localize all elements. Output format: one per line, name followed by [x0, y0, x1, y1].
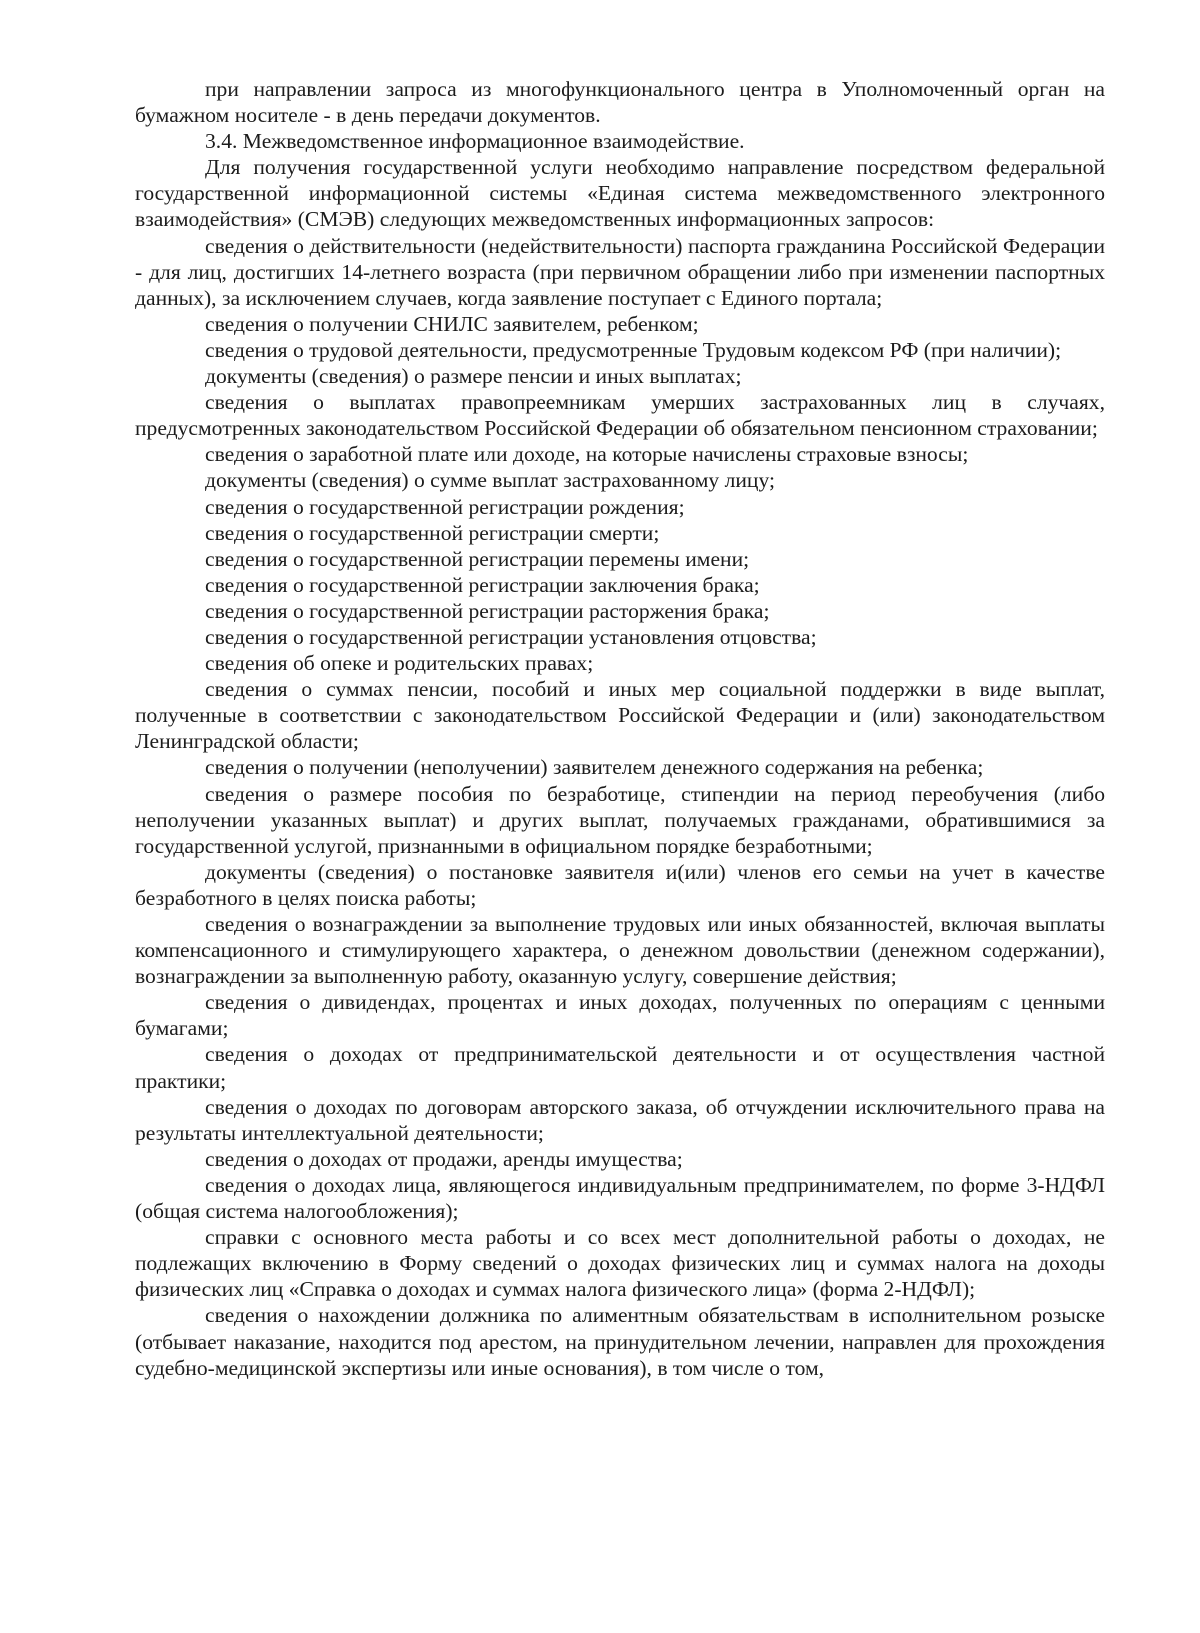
list-item: сведения о государственной регистрации установления отцовства;	[205, 624, 817, 649]
list-item: документы (сведения) о размере пенсии и иных выплатах;	[205, 364, 742, 389]
list-item: сведения о государственной регистрации расторжения брака;	[205, 598, 770, 623]
paragraph: при направлении запроса из многофункционального центра в Уполномоченный орган на бумажном носителе - в день передачи документов.	[135, 77, 1105, 128]
list-item: документы (сведения) о сумме выплат застрахованному лицу;	[205, 468, 775, 493]
list-item: сведения о суммах пенсии, пособий и иных мер социальной поддержки в виде выплат, полученные в соответствии с законодательством Российской Федерации и (или) законодательством Ленинградской области;	[135, 677, 1105, 754]
list-item: справки с основного места работы и со всех мест дополнительной работы о доходах, не подлежащих включению в Форму сведений о доходах физических лиц и суммах налога на доходы физических лиц «Справка о доходах и суммах налога физического лица» (форма 2-НДФЛ);	[135, 1225, 1105, 1302]
list-item: сведения об опеке и родительских правах;	[205, 651, 594, 676]
list-item: сведения о заработной плате или доходе, на которые начислены страховые взносы;	[205, 442, 969, 467]
list-item: сведения о доходах от продажи, аренды имущества;	[205, 1146, 683, 1171]
list-item: сведения о действительности (недействительности) паспорта гражданина Российской Федерации - для лиц, достигших 14-летнего возраста (при первичном обращении либо при изменении паспортных данных), за исключением случаев, когда заявление поступает с Единого портала;	[135, 233, 1105, 310]
list-item: сведения о доходах лица, являющегося индивидуальным предпринимателем, по форме 3-НДФЛ (общая система налогообложения);	[135, 1172, 1105, 1224]
list-item: сведения о нахождении должника по алиментным обязательствам в исполнительном розыске (отбывает наказание, находится под арестом, на принудительном лечении, направлен для прохождения судебно-медицинской экспертизы или иные основания), в том числе о том,	[135, 1303, 1105, 1380]
section-heading: 3.4. Межведомственное информационное взаимодействие.	[205, 129, 745, 154]
list-item: документы (сведения) о постановке заявителя и(или) членов его семьи на учет в качестве безработного в целях поиска работы;	[135, 859, 1105, 910]
list-item: сведения о доходах по договорам авторского заказа, об отчуждении исключительного права на результаты интеллектуальной деятельности;	[135, 1094, 1105, 1145]
list-item: сведения о вознаграждении за выполнение трудовых или иных обязанностей, включая выплаты компенсационного и стимулирующего характера, о денежном довольствии (денежном содержании), вознаграждении за выполненную работу, оказанную услугу, совершение действия;	[135, 912, 1105, 989]
list-item: сведения о государственной регистрации заключения брака;	[205, 572, 760, 597]
list-item: сведения о государственной регистрации смерти;	[205, 520, 660, 545]
paragraph: Для получения государственной услуги необходимо направление посредством федеральной государственной информационной системы «Единая система межведомственного электронного взаимодействия» (СМЭВ) следующих межведомственных информационных запросов:	[135, 155, 1105, 232]
document-page	[135, 76, 1105, 1381]
list-item: сведения о доходах от предпринимательской деятельности и от осуществления частной практики;	[135, 1042, 1105, 1093]
list-item: сведения о размере пособия по безработице, стипендии на период переобучения (либо неполучении указанных выплат) и других выплат, получаемых гражданами, обратившимися за государственной услугой, признанными в официальном порядке безработными;	[135, 781, 1105, 858]
list-item: сведения о трудовой деятельности, предусмотренные Трудовым кодексом РФ (при наличии);	[205, 337, 1062, 362]
list-item: сведения о дивидендах, процентах и иных доходах, полученных по операциям с ценными бумагами;	[135, 990, 1105, 1041]
list-item: сведения о получении (неполучении) заявителем денежного содержания на ребенка;	[205, 755, 984, 780]
list-item: сведения о выплатах правопреемникам умерших застрахованных лиц в случаях, предусмотренных законодательством Российской Федерации об обязательном пенсионном страховании;	[135, 390, 1105, 441]
list-item: сведения о государственной регистрации рождения;	[205, 494, 685, 519]
list-item: сведения о получении СНИЛС заявителем, ребенком;	[205, 311, 699, 336]
list-item: сведения о государственной регистрации перемены имени;	[205, 546, 750, 571]
